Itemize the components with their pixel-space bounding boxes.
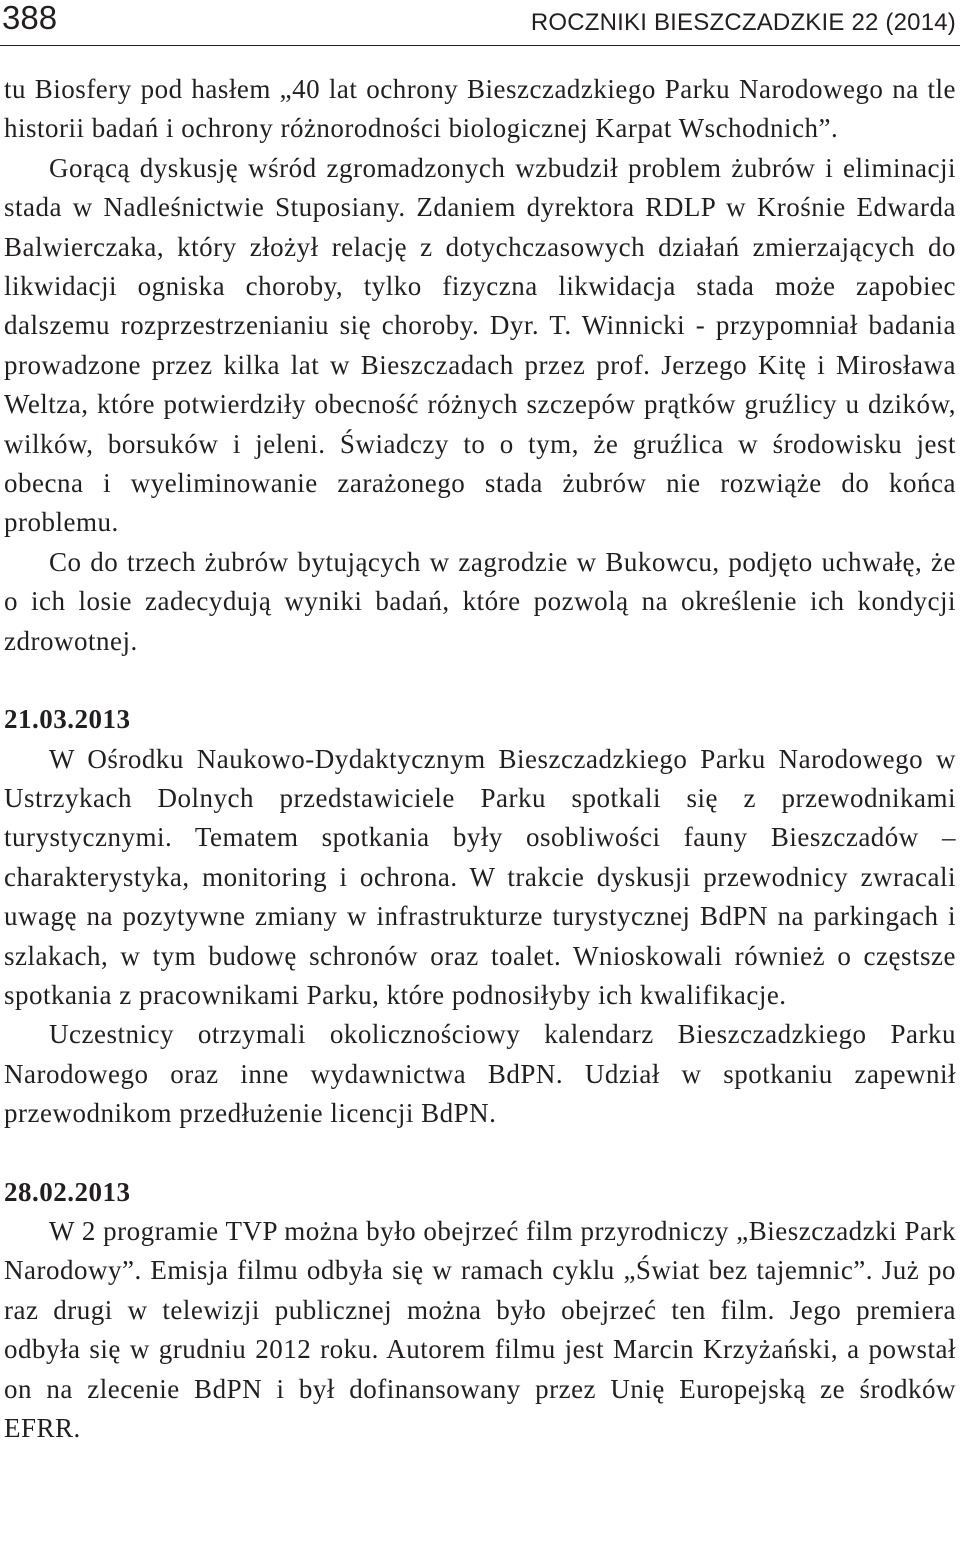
section-date: 28.02.2013: [4, 1176, 131, 1207]
page-header: [0, 0, 960, 48]
running-head: ROCZNIKI BIESZCZADZKIE 22 (2014): [530, 9, 956, 36]
header-rule: [0, 45, 960, 46]
paragraph-bukowiec-bison: Co do trzech żubrów bytujących w zagrodzie w Bukowcu, podjęto uchwałę, że o ich losie zadecydują wyniki badań, które pozwolą na określenie ich kondycji zdrowotnej.: [4, 546, 956, 656]
section-spacer: [4, 1134, 956, 1173]
paragraph-guides-calendar: Uczestnicy otrzymali okolicznościowy kalendarz Bieszczadzkiego Parku Narodowego oraz inne wydawnictwa BdPN. Udział w spotkaniu zapewnił przewodnikom przedłużenie licencji BdPN.: [4, 1019, 956, 1129]
article-body: [4, 70, 956, 1448]
paragraph-continued: tu Biosfery pod hasłem „40 lat ochrony Bieszczadzkiego Parku Narodowego na tle historii badań i ochrony różnorodności biologicznej Karpat Wschodnich”.: [4, 74, 956, 144]
paragraph-guides-meeting: W Ośrodku Naukowo-Dydaktycznym Bieszczadzkiego Parku Narodowego w Ustrzykach Dolnych przedstawiciele Parku spotkali się z przewodnikami turystycznymi. Tematem spotkania były osobliwości fauny Bieszczadów – charakterystyka, monitoring i ochrona. W trakcie dyskusji przewodnicy zwracali uwagę na pozytywne zmiany w infrastrukturze turystycznej BdPN na parkingach i szlakach, w tym budowę schronów oraz toalet. Wnioskowali również o częstsze spotkania z pracownikami Parku, które podnosiłyby ich kwalifikacje.: [4, 743, 956, 1010]
section-spacer: [4, 661, 956, 700]
section-date: 21.03.2013: [4, 704, 131, 735]
page-number: 388: [2, 0, 58, 36]
paragraph-tvp-film: W 2 programie TVP można było obejrzeć film przyrodniczy „Bieszczadzki Park Narodowy”. Emisja filmu odbyła się w ramach cyklu „Świat bez tajemnic”. Już po raz drugi w telewizji publicznej można było obejrzeć ten film. Jego premiera odbyła się w grudniu 2012 roku. Autorem filmu jest Marcin Krzyżański, a powstał on na zlecenie BdPN i był dofinansowany przez Unię Europejską ze środków EFRR.: [4, 1215, 956, 1443]
paragraph-bison-discussion: Gorącą dyskusję wśród zgromadzonych wzbudził problem żubrów i eliminacji stada w Nadleśnictwie Stuposiany. Zdaniem dyrektora RDLP w Krośnie Edwarda Balwierczaka, który złożył relację z dotychczasowych działań zmierzających do likwidacji ogniska choroby, tylko fizyczna likwidacja stada może zapobiec dalszemu rozprzestrzenianiu się choroby. Dyr. T. Winnicki - przypomniał badania prowadzone przez kilka lat w Bieszczadach przez prof. Jerzego Kitę i Mirosława Weltza, które potwierdziły obecność różnych szczepów prątków gruźlicy u dzików, wilków, borsuków i jeleni. Świadczy to o tym, że gruźlica w środowisku jest obecna i wyeliminowanie zarażonego stada żubrów nie rozwiąże do końca problemu.: [4, 152, 956, 538]
